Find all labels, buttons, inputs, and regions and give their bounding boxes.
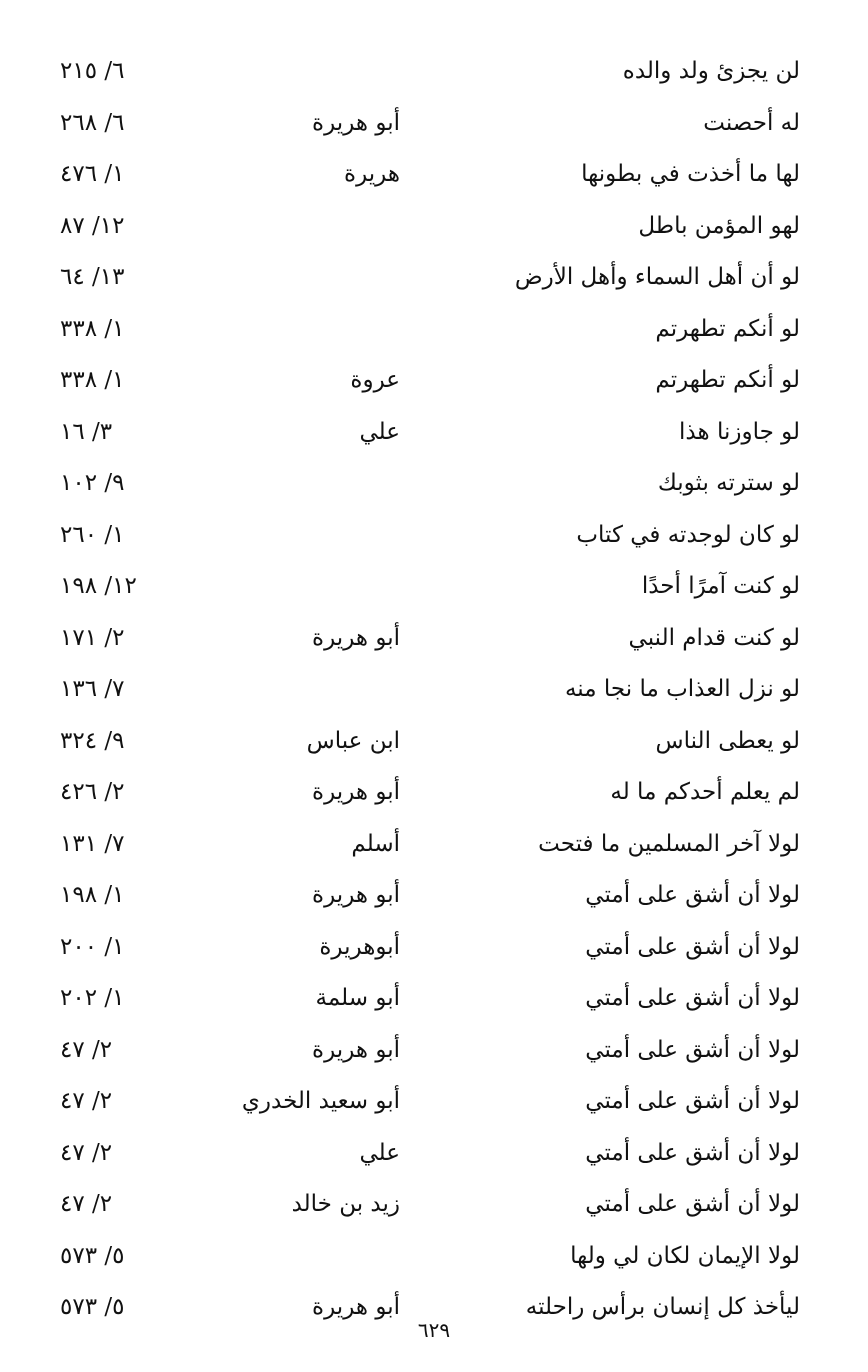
index-row [60,977,800,1029]
page-number: ٦٢٩ [417,1318,451,1342]
volume-page-ref: ١/ ٣٣٨ [60,367,125,393]
index-row [60,359,800,411]
volume-page-ref: ٢/ ٤٢٦ [60,779,125,805]
hadith-text: لو نزل العذاب ما نجا منه [564,676,800,702]
volume-page-ref: ٥/ ٥٧٣ [60,1242,125,1269]
index-row [60,514,800,566]
volume-page-ref: ١٣/ ٦٤ [60,264,125,290]
hadith-text: ليأخذ كل إنسان برأس راحلته [525,1294,800,1320]
volume-page-ref: ١/ ٢٠٢ [60,985,125,1011]
volume-page-ref: ٣/ ١٦ [60,418,113,445]
narrator: أبوهريرة [319,933,400,960]
index-row [60,462,800,514]
volume-page-ref: ١/ ٢٦٠ [60,521,125,548]
index-row [60,720,800,772]
narrator: أبو سعيد الخدري [241,1088,400,1114]
index-row [60,1029,800,1081]
index-row [60,411,800,463]
volume-page-ref: ١/ ١٩٨ [60,882,125,908]
narrator: أبو هريرة [312,1294,400,1320]
hadith-text: لولا أن أشق على أمتي [585,1088,800,1114]
volume-page-ref: ٢/ ١٧١ [60,624,125,651]
narrator: عروة [350,367,400,393]
hadith-text: لو سترته بثوبك [657,470,800,496]
narrator: أبو هريرة [312,779,400,805]
volume-page-ref: ٦/ ٢١٥ [60,58,125,84]
index-row [60,617,800,669]
hadith-text: لو كنت قدام النبي [628,624,800,651]
index-row [60,102,800,154]
index-row [60,1132,800,1184]
volume-page-ref: ١/ ٤٧٦ [60,161,125,187]
hadith-text: لولا أن أشق على أمتي [585,882,800,908]
narrator: علي [359,418,400,445]
index-row [60,874,800,926]
narrator: ابن عباس [306,727,400,754]
index-row [60,1080,800,1132]
narrator: أبو هريرة [312,882,400,908]
index-row [60,205,800,257]
volume-page-ref: ١٢/ ٨٧ [60,212,125,239]
volume-page-ref: ٦/ ٢٦٨ [60,109,125,136]
hadith-text: لو جاوزنا هذا [679,418,800,445]
hadith-text: لو كان لوجدته في كتاب [576,521,800,548]
volume-page-ref: ١/ ٢٠٠ [60,933,125,960]
narrator: أبو سلمة [315,985,400,1011]
narrator: هريرة [344,161,400,187]
hadith-text: لو أن أهل السماء وأهل الأرض [514,264,800,290]
index-row [60,50,800,102]
volume-page-ref: ٩/ ٣٢٤ [60,727,125,754]
volume-page-ref: ١٢/ ١٩٨ [60,573,137,599]
hadith-text: لو يعطى الناس [655,727,800,754]
narrator: أبو هريرة [312,1036,400,1063]
volume-page-ref: ٧/ ١٣١ [60,830,125,857]
volume-page-ref: ٢/ ٤٧ [60,1139,113,1166]
index-row [60,823,800,875]
hadith-text: لولا أن أشق على أمتي [585,985,800,1011]
hadith-text: له أحصنت [703,109,800,136]
hadith-text: لولا أن أشق على أمتي [585,1191,800,1217]
hadith-text: لولا أن أشق على أمتي [585,1036,800,1063]
narrator: أبو هريرة [312,624,400,651]
narrator: أسلم [351,830,400,857]
volume-page-ref: ٥/ ٥٧٣ [60,1294,125,1320]
hadith-text: لن يجزئ ولد والده [622,58,800,84]
hadith-text: لهو المؤمن باطل [638,212,800,239]
hadith-text: لولا أن أشق على أمتي [585,933,800,960]
index-row [60,565,800,617]
hadith-text: لولا أن أشق على أمتي [585,1139,800,1166]
narrator: زيد بن خالد [291,1191,400,1217]
index-row [60,153,800,205]
index-row [60,668,800,720]
index-row [60,926,800,978]
index-row [60,771,800,823]
hadith-index-list [60,50,800,1338]
volume-page-ref: ٢/ ٤٧ [60,1088,113,1114]
volume-page-ref: ٧/ ١٣٦ [60,676,125,702]
hadith-text: لها ما أخذت في بطونها [581,161,800,187]
hadith-text: لو أنكم تطهرتم [655,367,800,393]
volume-page-ref: ١/ ٣٣٨ [60,315,125,342]
hadith-text: لو كنت آمرًا أحدًا [641,573,800,599]
index-row [60,1183,800,1235]
index-row [60,256,800,308]
hadith-text: لولا آخر المسلمين ما فتحت [538,830,800,857]
hadith-text: لم يعلم أحدكم ما له [610,779,800,805]
volume-page-ref: ٢/ ٤٧ [60,1191,113,1217]
index-row [60,308,800,360]
volume-page-ref: ٩/ ١٠٢ [60,470,125,496]
volume-page-ref: ٢/ ٤٧ [60,1036,113,1063]
hadith-text: لو أنكم تطهرتم [655,315,800,342]
narrator: علي [359,1139,400,1166]
narrator: أبو هريرة [312,109,400,136]
index-row [60,1235,800,1287]
hadith-text: لولا الإيمان لكان لي ولها [570,1242,800,1269]
